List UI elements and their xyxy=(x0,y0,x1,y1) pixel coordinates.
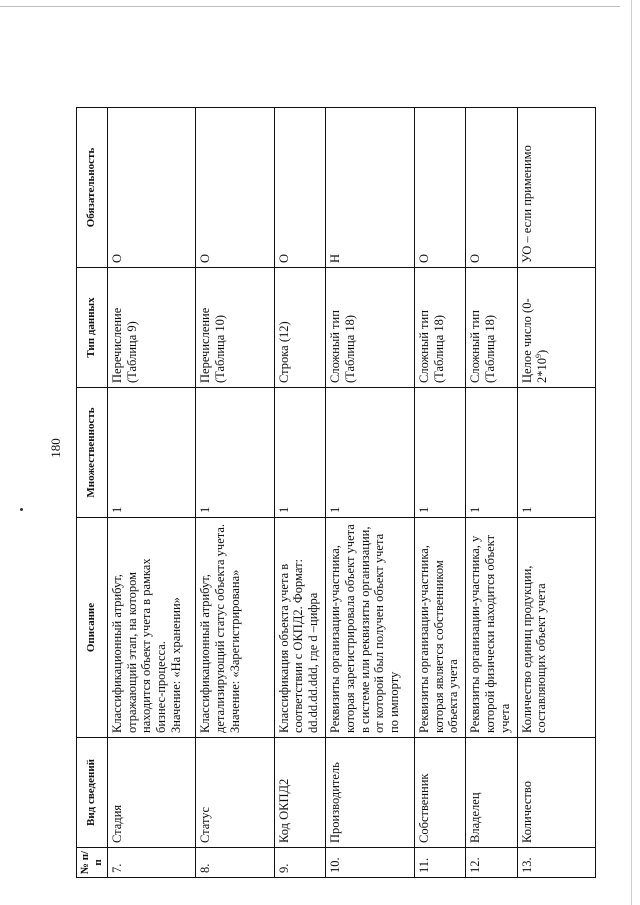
cell-multiplicity: 1 xyxy=(107,388,196,518)
table-header-row xyxy=(77,108,108,878)
scan-edge-right xyxy=(631,0,632,905)
cell-data-type: Сложный тип (Таблица 18) xyxy=(414,268,465,388)
rotated-table-wrapper xyxy=(76,108,596,878)
description-text: Классификационный атрибут, отражающий этап, на котором находится объект учета в рамках бизнес-процесса. xyxy=(109,558,169,733)
cell-kind: Код ОКПД2 xyxy=(274,738,325,848)
cell-description xyxy=(196,518,274,738)
cell-data-type: Строка (12) xyxy=(274,268,325,388)
table-row xyxy=(196,108,274,878)
cell-kind: Собственник xyxy=(414,738,465,848)
table-row xyxy=(326,108,415,878)
cell-required: О xyxy=(466,108,517,268)
cell-data-type: Сложный тип (Таблица 18) xyxy=(466,268,517,388)
cell-data-type: Перечисление (Таблица 9) xyxy=(107,268,196,388)
cell-multiplicity: 1 xyxy=(196,388,274,518)
cell-num: 12. xyxy=(466,848,517,878)
cell-required: Н xyxy=(326,108,415,268)
cell-data-type: Перечисление (Таблица 10) xyxy=(196,268,274,388)
data-type-tail: ) xyxy=(535,349,550,354)
table-row xyxy=(274,108,325,878)
cell-num: 11. xyxy=(414,848,465,878)
cell-num: 13. xyxy=(517,848,595,878)
data-table xyxy=(76,107,596,878)
cell-num: 8. xyxy=(196,848,274,878)
description-value: Значение: «На хранении» xyxy=(168,597,183,733)
description-value: Значение: «Зарегистрирована» xyxy=(227,569,242,733)
header-description: Описание xyxy=(77,518,108,738)
cell-kind: Статус xyxy=(196,738,274,848)
cell-description: Количество единиц продукции, составляющих объект учета xyxy=(517,518,595,738)
cell-required: О xyxy=(107,108,196,268)
page-number: 180 xyxy=(47,438,63,458)
cell-kind: Количество xyxy=(517,738,595,848)
cell-multiplicity: 1 xyxy=(274,388,325,518)
cell-required: О xyxy=(196,108,274,268)
table-row xyxy=(107,108,196,878)
cell-description: Реквизиты организации-участника, которая зарегистрировала объект учета в системе или реквизиты организации, от которой был получен объект учета по импорту xyxy=(326,518,415,738)
cell-kind: Производитель xyxy=(326,738,415,848)
cell-description: Реквизиты организации-участника, у которой физически находится объект учета xyxy=(466,518,517,738)
description-text: Классификационный атрибут, детализирующий статус объекта учета. xyxy=(198,523,228,733)
header-multiplicity: Множественность xyxy=(77,388,108,518)
cell-multiplicity: 1 xyxy=(326,388,415,518)
header-kind: Вид сведений xyxy=(77,738,108,848)
scan-speck xyxy=(20,508,23,511)
cell-data-type xyxy=(517,268,595,388)
header-data-type: Тип данных xyxy=(77,268,108,388)
scan-edge-top xyxy=(0,6,620,7)
table-row xyxy=(466,108,517,878)
data-type-base: Целое число (0-2*10 xyxy=(519,298,550,383)
cell-multiplicity: 1 xyxy=(466,388,517,518)
cell-num: 7. xyxy=(107,848,196,878)
table-row xyxy=(414,108,465,878)
table-row xyxy=(517,108,595,878)
cell-kind: Стадия xyxy=(107,738,196,848)
cell-multiplicity: 1 xyxy=(517,388,595,518)
cell-required: О xyxy=(414,108,465,268)
header-required: Обязательность xyxy=(77,108,108,268)
cell-num: 10. xyxy=(326,848,415,878)
header-num: № п/п xyxy=(77,848,108,878)
cell-data-type: Сложный тип (Таблица 18) xyxy=(326,268,415,388)
cell-description xyxy=(107,518,196,738)
cell-required: УО – если применимо xyxy=(517,108,595,268)
cell-num: 9. xyxy=(274,848,325,878)
cell-multiplicity: 1 xyxy=(414,388,465,518)
cell-kind: Владелец xyxy=(466,738,517,848)
cell-description: Реквизиты организации-участника, которая является собственником объекта учета xyxy=(414,518,465,738)
cell-required: О xyxy=(274,108,325,268)
cell-description: Классификация объекта учета в соответствии с ОКПД2. Формат: dd.dd.dd.ddd, где d –цифра xyxy=(274,518,325,738)
data-type-exponent: 9 xyxy=(534,354,544,358)
